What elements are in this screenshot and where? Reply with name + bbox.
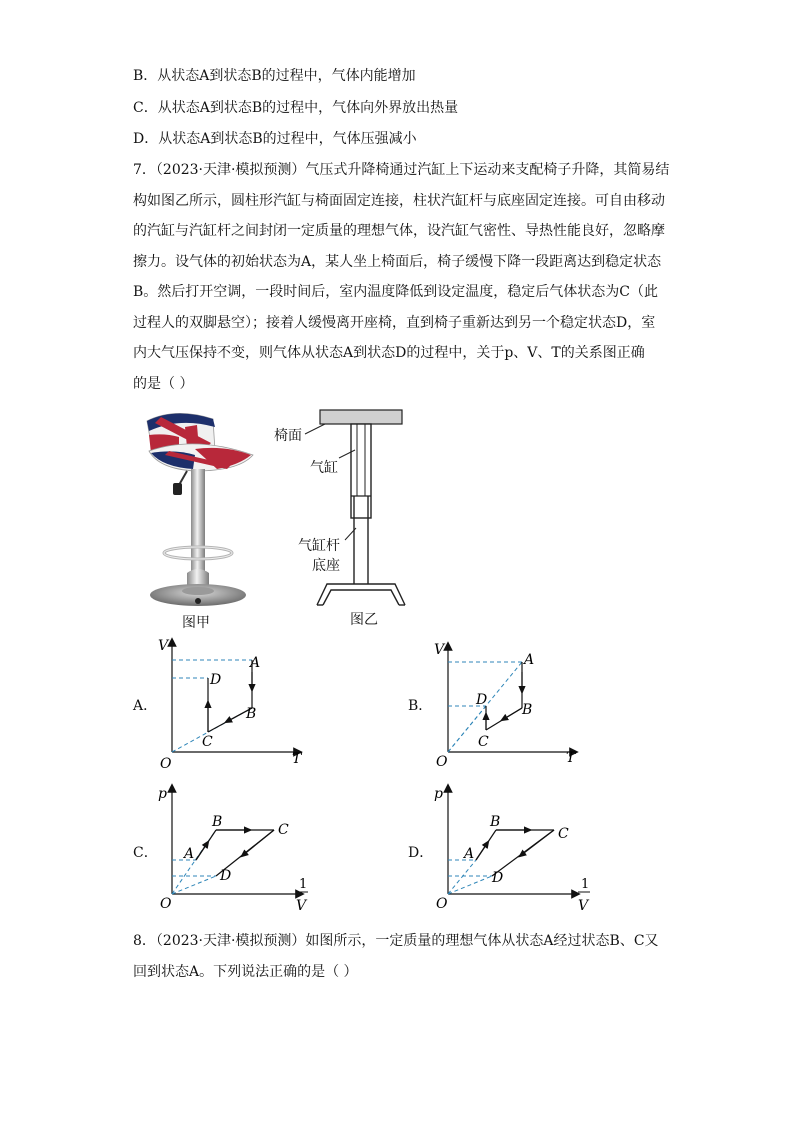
origin: O bbox=[160, 756, 172, 772]
axis-v: V bbox=[578, 898, 589, 914]
axis-p: p bbox=[158, 786, 167, 802]
label-cylinder: 气缸 bbox=[310, 460, 338, 476]
pt-a: A bbox=[524, 652, 535, 668]
pt-c: C bbox=[558, 826, 569, 842]
pt-d: D bbox=[210, 672, 222, 688]
option-b-prev: B．从状态A到状态B的过程中，气体内能增加 bbox=[133, 68, 416, 84]
figure-jia-stool bbox=[135, 405, 265, 635]
figure-jia-caption: 图甲 bbox=[182, 615, 210, 631]
graph-a-vt bbox=[150, 632, 315, 772]
axis-v: V bbox=[434, 642, 445, 658]
option-d-prev: D．从状态A到状态B的过程中，气体压强减小 bbox=[133, 131, 417, 147]
q7-line: 的是（ ） bbox=[133, 375, 194, 392]
question-8-text bbox=[133, 926, 663, 987]
pt-a: A bbox=[250, 655, 261, 671]
figure-yi-caption: 图乙 bbox=[350, 612, 378, 628]
origin: O bbox=[436, 754, 448, 770]
option-c-prev: C．从状态A到状态B的过程中，气体向外界放出热量 bbox=[133, 100, 459, 116]
q7-line: 内大气压保持不变，则气体从状态A到状态D的过程中，关于p、V、T的关系图正确 bbox=[133, 345, 645, 361]
origin: O bbox=[436, 896, 448, 912]
axis-v: V bbox=[296, 898, 307, 914]
pt-b: B bbox=[246, 706, 257, 722]
pt-d: D bbox=[492, 870, 504, 886]
option-b-label: B． bbox=[408, 698, 433, 714]
axis-one: 1 bbox=[299, 877, 308, 892]
pt-b: B bbox=[490, 814, 501, 830]
pt-d: D bbox=[476, 692, 488, 708]
pt-c: C bbox=[202, 734, 213, 750]
pt-c: C bbox=[278, 822, 289, 838]
q7-line: 的汽缸与汽缸杆之间封闭一定质量的理想气体，设汽缸气密性、导热性能良好，忽略摩 bbox=[133, 223, 665, 239]
axis-p: p bbox=[434, 786, 443, 802]
q8-line: 回到状态A。下列说法正确的是（ ） bbox=[133, 963, 358, 980]
q8-line: 8．（2023·天津·模拟预测）如图所示，一定质量的理想气体从状态A经过状态B、C又 bbox=[133, 933, 659, 949]
question-7-text bbox=[133, 155, 670, 399]
pt-d: D bbox=[220, 868, 232, 884]
axis-one: 1 bbox=[581, 877, 590, 892]
option-d-label: D． bbox=[408, 845, 434, 861]
option-a-label: A． bbox=[133, 698, 158, 714]
axis-t: T bbox=[292, 751, 302, 767]
axis-v: V bbox=[158, 638, 169, 654]
pt-c: C bbox=[478, 734, 489, 750]
graph-b-vt bbox=[426, 636, 591, 776]
graph-d-pv bbox=[426, 782, 591, 920]
pt-a: A bbox=[464, 846, 475, 862]
q7-line: B。然后打开空调，一段时间后，室内温度降低到设定温度，稳定后气体状态为C（此 bbox=[133, 284, 658, 300]
q7-line: 擦力。设气体的初始状态为A，某人坐上椅面后，椅子缓慢下降一段距离达到稳定状态 bbox=[133, 253, 662, 270]
axis-t: T bbox=[566, 750, 576, 766]
origin: O bbox=[160, 896, 172, 912]
graph-c-pv bbox=[150, 782, 315, 920]
label-seat: 椅面 bbox=[274, 428, 302, 444]
pt-b: B bbox=[522, 702, 533, 718]
q7-line: 7．（2023·天津·模拟预测）气压式升降椅通过汽缸上下运动来支配椅子升降，其简易结 bbox=[133, 162, 670, 178]
pt-b: B bbox=[212, 814, 223, 830]
label-base: 底座 bbox=[312, 558, 340, 574]
label-rod: 气缸杆 bbox=[298, 538, 340, 554]
pt-a: A bbox=[184, 846, 195, 862]
q7-line: 过程人的双脚悬空）；接着人缓慢离开座椅，直到椅子重新达到另一个稳定状态D，室 bbox=[133, 314, 656, 331]
option-c-label: C． bbox=[133, 845, 158, 861]
q7-line: 构如图乙所示，圆柱形汽缸与椅面固定连接，柱状汽缸杆与底座固定连接。可自由移动 bbox=[133, 192, 665, 209]
